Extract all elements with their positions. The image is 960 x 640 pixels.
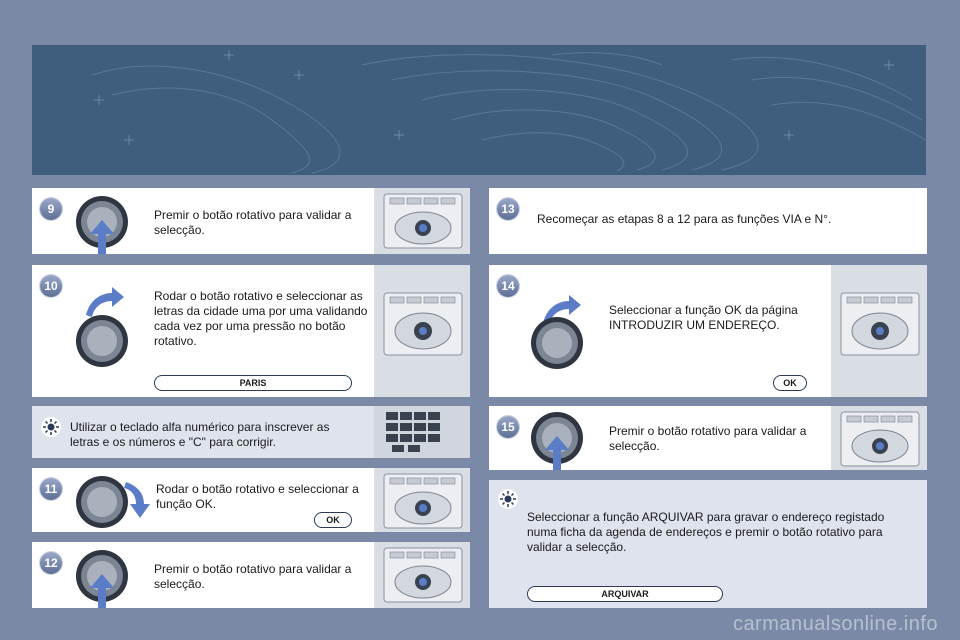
control-panel-icon: [374, 188, 470, 254]
step-number-badge: 9: [40, 198, 62, 220]
rotary-knob-icon: [72, 472, 132, 532]
sun-tip-icon: [40, 416, 62, 438]
step-instruction: Rodar o botão rotativo e seleccionar a função OK.: [156, 482, 359, 511]
tip-save-address: [489, 480, 927, 608]
step-11: [32, 468, 470, 532]
watermark: carmanualsonline.info: [732, 613, 938, 635]
step-number-badge: 14: [497, 275, 519, 297]
keypad-icon: [374, 406, 470, 458]
step-9: [32, 188, 470, 254]
step-12: [32, 542, 470, 608]
step-number-badge: 11: [40, 478, 62, 500]
screen-label-ok: OK: [773, 375, 807, 391]
control-panel-icon: [374, 542, 470, 608]
tip-keypad: [32, 406, 470, 458]
step-10: [32, 265, 470, 397]
step-instruction: Recomeçar as etapas 8 a 12 para as funções VIA e N°.: [537, 212, 832, 226]
press-arrow-icon: [90, 220, 114, 254]
rotate-arrow-icon: [124, 482, 152, 518]
control-panel-icon: [831, 406, 927, 470]
control-panel-icon: [374, 468, 470, 532]
press-arrow-icon: [545, 436, 569, 470]
rotary-knob-icon: [72, 311, 132, 373]
header-banner: [32, 45, 926, 175]
step-instruction: Premir o botão rotativo para validar a selecção.: [154, 562, 352, 591]
control-panel-icon: [831, 265, 927, 397]
step-number-badge: 12: [40, 552, 62, 574]
step-14: [489, 265, 927, 397]
step-number-badge: 15: [497, 416, 519, 438]
topographic-lines-decoration: [32, 45, 926, 175]
step-instruction: Rodar o botão rotativo e seleccionar as letras da cidade uma por uma validando cada vez por uma pressão no botão rotativo.: [154, 289, 368, 348]
step-instruction: Premir o botão rotativo para validar a selecção.: [609, 424, 807, 453]
press-arrow-icon: [90, 574, 114, 608]
control-panel-icon: [374, 265, 470, 397]
step-instruction: Premir o botão rotativo para validar a selecção.: [154, 208, 352, 237]
step-15: [489, 406, 927, 470]
rotary-knob-icon: [527, 313, 587, 375]
tip-text: Utilizar o teclado alfa numérico para inscrever as letras e os números e "C" para corrigir.: [70, 420, 330, 449]
step-number-badge: 13: [497, 198, 519, 220]
step-number-badge: 10: [40, 275, 62, 297]
sun-tip-icon: [497, 488, 519, 510]
screen-label-paris: PARIS: [154, 375, 352, 391]
step-instruction: Seleccionar a função OK da página INTRODUZIR UM ENDEREÇO.: [609, 303, 798, 332]
screen-label-ok: OK: [314, 512, 352, 528]
screen-label-arquivar: ARQUIVAR: [527, 586, 723, 602]
tip-text: Seleccionar a função ARQUIVAR para gravar o endereço registado numa ficha da agenda de endereços e premir o botão rotativo para validar a selecção.: [527, 510, 885, 554]
step-13: [489, 188, 927, 254]
